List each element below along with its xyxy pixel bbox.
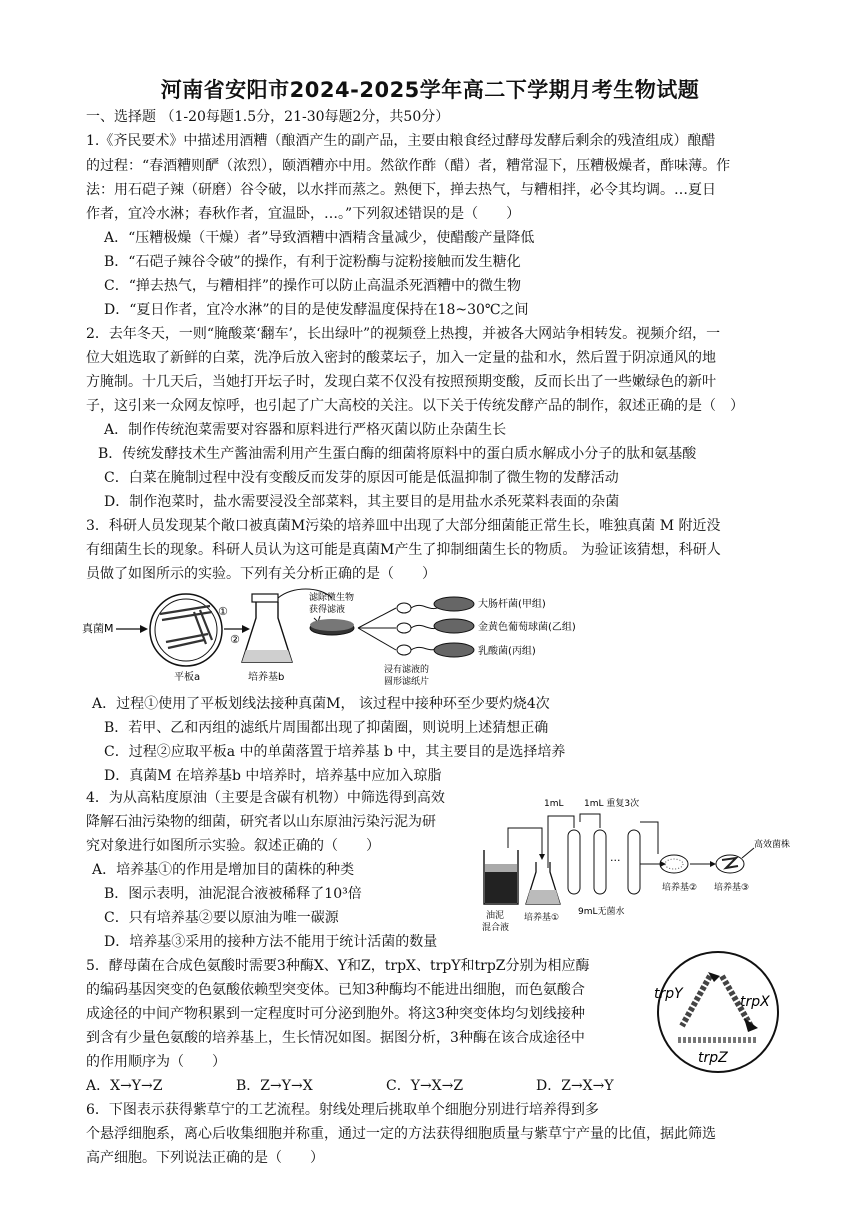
q2-option-b: B．传统发酵技术生产酱油需利用产生蛋白酶的细菌将原料中的蛋白质水解成小分子的肽和氨基酸 xyxy=(98,446,697,462)
test-tubes-icon xyxy=(568,830,640,894)
flask-b-icon xyxy=(242,594,292,662)
q5-stem-line: 的作用顺序为（ ） xyxy=(86,1054,226,1070)
step-2-marker: ② xyxy=(230,633,240,646)
q3-stem-line: 员做了如图所示的实验。下列有关分析正确的是（ ） xyxy=(86,566,436,582)
q3-option-a: A．过程①使用了平板划线法接种真菌M， 该过程中接种环至少要灼烧4次 xyxy=(92,696,550,712)
step-1-marker: ① xyxy=(218,605,228,618)
q4-option-b: B．图示表明，油泥混合液被稀释了10³倍 xyxy=(104,886,362,902)
medium-b-label: 培养基b xyxy=(248,672,285,683)
q3-option-b: B．若甲、乙和丙组的滤纸片周围都出现了抑菌圈，则说明上述猜想正确 xyxy=(104,720,549,736)
plate-a-icon xyxy=(150,594,222,666)
q6-stem-line: 6．下图表示获得紫草宁的工艺流程。射线处理后挑取单个细胞分别进行培养得到多 xyxy=(86,1102,599,1118)
sterile-water-label: 9mL无菌水 xyxy=(578,907,625,917)
q3-option-d: D．真菌M 在培养基b 中培养时，培养基中应加入琼脂 xyxy=(104,768,442,784)
q5-growth-plate-figure xyxy=(648,948,788,1078)
trpY-label: trpY xyxy=(654,986,683,1002)
q2-stem-line: 位大姐选取了新鲜的白菜，洗净后放入密封的酸菜坛子，加入一定量的盐和水，然后置于阴凉通风的地 xyxy=(86,350,716,366)
q3-experiment-figure xyxy=(82,588,602,690)
q4-option-d: D．培养基③采用的接种方法不能用于统计活菌的数量 xyxy=(104,934,438,950)
disc-label-1: 浸有滤液的 xyxy=(384,665,430,675)
q3-option-c: C．过程②应取平板a 中的单菌落置于培养基 b 中，其主要目的是选择培养 xyxy=(104,744,566,760)
filtrate-label-1: 滤除微生物 xyxy=(309,593,355,603)
q4-option-a: A．培养基①的作用是增加目的菌株的种类 xyxy=(92,862,355,878)
filtrate-label-2: 获得滤液 xyxy=(309,605,346,615)
section-heading: 一、选择题 （1-20每题1.5分，21-30每题2分，共50分） xyxy=(86,109,450,125)
q3-stem-line: 3．科研人员发现某个敞口被真菌M污染的培养皿中出现了大部分细菌能正常生长，唯独真菌 M 附近没 xyxy=(86,518,721,534)
oil-sludge-beaker-icon xyxy=(484,850,518,904)
q1-stem-line: 法：用石硙子辣（研磨）谷令破，以水拌而蒸之。熟便下，掸去热气，与糟相拌，必令其均调。…夏日 xyxy=(86,182,716,198)
q4-option-c: C．只有培养基②要以原油为唯一碳源 xyxy=(104,910,339,926)
dilution-dots: ··· xyxy=(610,854,621,867)
group-yi-label: 金黄色葡萄球菌(乙组) xyxy=(478,622,576,633)
q1-stem-line: 的过程：“春酒糟则酽（浓烈），颐酒糟亦中用。然欲作酢（醋）者，糟常湿下，压糟极燥者，酢味薄。作 xyxy=(86,158,731,174)
q1-option-b: B．“石硙子辣谷令破”的操作，有利于淀粉酶与淀粉接触而发生糖化 xyxy=(104,254,521,270)
q1-stem-line: 作者，宜冷水淋；春秋作者，宜温卧，…。”下列叙述错误的是（ ） xyxy=(86,206,521,222)
medium-1-label: 培养基① xyxy=(524,913,560,923)
q2-stem-line: 方腌制。十几天后，当她打开坛子时，发现白菜不仅没有按照预期变酸，反而长出了一些嫩绿色的新叶 xyxy=(86,374,716,390)
repeat-label: 1mL 重复3次 xyxy=(584,799,640,809)
q4-stem-line: 究对象进行如图所示实验。叙述正确的（ ） xyxy=(86,838,380,854)
trpZ-label: trpZ xyxy=(698,1050,728,1066)
transfer-1ml-label: 1mL xyxy=(544,799,564,809)
group-jia-label: 大肠杆菌(甲组) xyxy=(478,599,546,610)
q5-stem-line: 成途径的中间产物积累到一定程度时可分泌到胞外。将这3种突变体均匀划线接种 xyxy=(86,1006,585,1022)
medium-3-dish-icon xyxy=(716,855,744,873)
strain-label: 高效菌株 xyxy=(754,840,791,850)
q4-stem-line: 4．为从高粘度原油（主要是含碳有机物）中筛选得到高效 xyxy=(86,790,445,806)
q1-option-a: A．“压糟极燥（干燥）者”导致酒糟中酒精含量减少，使醋酸产量降低 xyxy=(104,230,535,246)
q5-stem-line: 到含有少量色氨酸的培养基上，生长情况如图。据图分析，3种酶在该合成途径中 xyxy=(86,1030,585,1046)
disc-label-2: 圆形滤纸片 xyxy=(384,677,430,687)
q5-option-a: A．X→Y→Z xyxy=(86,1078,163,1094)
q4-stem-line: 降解石油污染物的细菌，研究者以山东原油污染污泥为研 xyxy=(86,814,436,830)
trpX-label: trpX xyxy=(740,994,770,1010)
medium-1-flask-icon xyxy=(526,862,560,904)
q2-stem-line: 子，这引来一众网友惊呼，也引起了广大高校的关注。以下关于传统发酵产品的制作，叙述正确的是（ ） xyxy=(86,398,744,414)
q5-option-c: C．Y→X→Z xyxy=(386,1078,464,1094)
group-bing-label: 乳酸菌(丙组) xyxy=(478,646,536,657)
q1-option-c: C．“掸去热气，与糟相拌”的操作可以防止高温杀死酒糟中的微生物 xyxy=(104,278,522,294)
q3-stem-line: 有细菌生长的现象。科研人员认为这可能是真菌M产生了抑制细菌生长的物质。 为验证该猜想，科研人 xyxy=(86,542,721,558)
fungus-label: 真菌M xyxy=(82,622,114,635)
mix-label-2: 混合液 xyxy=(482,923,510,933)
q5-stem-line: 5．酵母菌在合成色氨酸时需要3种酶X、Y和Z，trpX、trpY和trpZ分别为相应酶 xyxy=(86,958,590,974)
q6-stem-line: 高产细胞。下列说法正确的是（ ） xyxy=(86,1150,324,1166)
q5-option-b: B．Z→Y→X xyxy=(236,1078,313,1094)
q5-option-d: D．Z→X→Y xyxy=(536,1078,614,1094)
q4-screening-figure xyxy=(478,792,818,934)
page-title: 河南省安阳市2024-2025学年高二下学期月考生物试题 xyxy=(160,78,700,102)
plate-a-label: 平板a xyxy=(174,672,201,683)
filtrate-dish-icon xyxy=(310,619,354,635)
medium-2-label: 培养基② xyxy=(662,883,698,893)
group-dishes-icon xyxy=(434,597,474,657)
q2-option-a: A．制作传统泡菜需要对容器和原料进行严格灭菌以防止杂菌生长 xyxy=(104,422,507,438)
q5-stem-line: 的编码基因突变的色氨酸依赖型突变体。已知3种酶均不能进出细胞，而色氨酸合 xyxy=(86,982,585,998)
q2-option-c: C．白菜在腌制过程中没有变酸反而发芽的原因可能是低温抑制了微生物的发酵活动 xyxy=(104,470,619,486)
q1-stem-line: 1.《齐民要术》中描述用酒糟（酿酒产生的副产品，主要由粮食经过酵母发酵后剩余的残渣组成）酿醋 xyxy=(86,133,716,149)
q6-stem-line: 个悬浮细胞系，离心后收集细胞并称重，通过一定的方法获得细胞质量与紫草宁产量的比值，据此筛选 xyxy=(86,1126,716,1142)
q2-option-d: D．制作泡菜时，盐水需要浸没全部菜料，其主要目的是用盐水杀死菜料表面的杂菌 xyxy=(104,494,620,510)
mix-label-1: 油泥 xyxy=(486,911,505,921)
medium-3-label: 培养基③ xyxy=(714,883,750,893)
q2-stem-line: 2．去年冬天，一则“腌酸菜‘翻车’，长出绿叶”的视频登上热搜，并被各大网站争相转发。视频介绍，一 xyxy=(86,326,721,342)
q1-option-d: D．“夏日作者，宜冷水淋”的目的是使发酵温度保持在18~30℃之间 xyxy=(104,302,529,318)
